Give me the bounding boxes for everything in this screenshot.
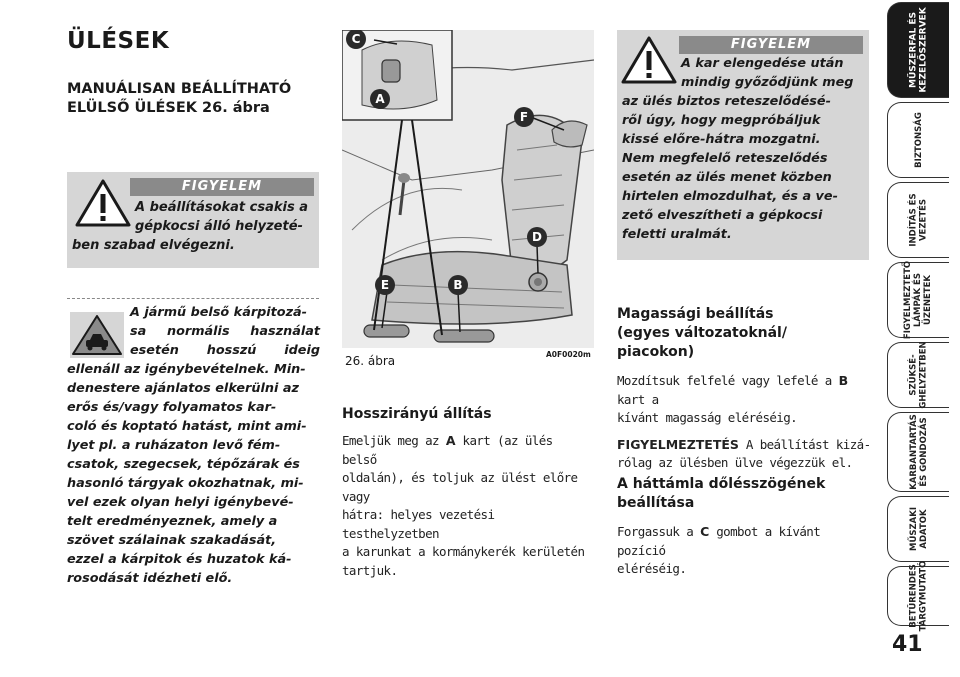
figure-caption: 26. ábra bbox=[345, 354, 396, 368]
body-line: oldalán), és toljuk az ülést előre vagy bbox=[342, 470, 578, 504]
note-line: ellenáll az igénybevételnek. Min- bbox=[67, 362, 306, 377]
heading-line: Magassági beállítás bbox=[617, 306, 774, 322]
seat-drawing bbox=[342, 30, 594, 348]
callout-a: A bbox=[370, 89, 390, 109]
tab-warning-lights[interactable]: FIGYELMEZTETŐ LÁMPÁK ÉS ÜZENETEK bbox=[887, 262, 949, 338]
warning-text-line: A beállításokat csakis a bbox=[135, 200, 309, 215]
warning-text-line: zető elveszítheti a gépkocsi bbox=[622, 208, 823, 223]
warning-box-1 bbox=[67, 172, 319, 268]
page-title: ÜLÉSEK bbox=[67, 28, 170, 54]
warning-text-line: az ülés biztos reteszelődésé- bbox=[622, 94, 831, 109]
note-line: hasonló tárgyak okozhatnak, mi- bbox=[67, 476, 304, 491]
body-line: Mozdítsuk felfelé vagy lefelé a B kart a bbox=[617, 373, 849, 407]
note-line: vel ezek olyan helyi igénybevé- bbox=[67, 495, 294, 510]
note-line: ezzel a kárpitok és huzatok ká- bbox=[67, 552, 292, 567]
body-line: eléréséig. bbox=[617, 561, 687, 576]
warning-text-line: feletti uralmát. bbox=[622, 227, 732, 242]
warning-box-2 bbox=[617, 30, 869, 260]
tab-emergency[interactable]: SZÜKSÉ- GHELYZETBEN bbox=[887, 342, 949, 408]
note-line: szövet szálainak szakadását, bbox=[67, 533, 277, 548]
body-line: Forgassuk a C gombot a kívánt pozíció bbox=[617, 524, 821, 558]
warning-text-line: Nem megfelelő reteszelődés bbox=[622, 151, 828, 166]
body-line: FIGYELMEZTETÉS A beállítást kizá- bbox=[617, 436, 871, 452]
car-upholstery-warning-icon bbox=[70, 312, 124, 358]
body-line: Emeljük meg az A kart (az ülés belső bbox=[342, 433, 553, 467]
warning-text-line: gépkocsi álló helyzeté- bbox=[135, 219, 303, 234]
chapter-sidebar bbox=[887, 0, 949, 677]
note-line: erős és/vagy folyamatos kar- bbox=[67, 400, 277, 415]
heading-line: A háttámla dőlésszögének bbox=[617, 476, 826, 492]
body-line: rólag az ülésben ülve végezzük el. bbox=[617, 455, 853, 470]
heading-line: beállítása bbox=[617, 495, 695, 511]
warning-header: FIGYELEM bbox=[679, 36, 863, 54]
longitudinal-text bbox=[342, 432, 594, 580]
note-line: csatok, szegecsek, tépőzárak és bbox=[67, 457, 300, 472]
body-line: hátra: helyes vezetési testhelyzetben bbox=[342, 507, 495, 541]
note-line: lyet pl. a ruházaton levő fém- bbox=[67, 438, 281, 453]
warning-triangle-icon bbox=[75, 179, 131, 227]
heading-backrest bbox=[617, 475, 825, 513]
note-line: telt eredményeznek, amely a bbox=[67, 514, 278, 529]
backrest-text bbox=[617, 523, 872, 579]
warning-triangle-icon bbox=[621, 36, 677, 84]
callout-b: B bbox=[448, 275, 468, 295]
height-text bbox=[617, 372, 872, 473]
warning-text-line: esetén az ülés menet közben bbox=[622, 170, 832, 185]
body-line: a karunkat a kormánykerék kerületén bbox=[342, 544, 585, 559]
note-divider bbox=[67, 298, 319, 299]
seat-illustration bbox=[342, 30, 594, 348]
note-line: coló és koptató hatást, mint ami- bbox=[67, 419, 307, 434]
heading-longitudinal: Hosszirányú állítás bbox=[342, 406, 492, 422]
callout-d: D bbox=[527, 227, 547, 247]
tab-maintenance[interactable]: KARBANTARTÁS ÉS GONDOZÁS bbox=[887, 412, 949, 492]
body-line: tartjuk. bbox=[342, 562, 398, 578]
body-line: kívánt magasság eléréséig. bbox=[617, 410, 798, 425]
figure-code: A0F0020m bbox=[546, 350, 591, 359]
warning-text-line: mindig győződjünk meg bbox=[681, 75, 854, 90]
heading-line: piacokon) bbox=[617, 344, 695, 360]
tab-starting-driving[interactable]: INDÍTÁS ÉS VEZETÉS bbox=[887, 182, 949, 258]
callout-c: C bbox=[346, 30, 366, 49]
tab-index[interactable]: BETŰRENDES TÁRGYMUTATÓ bbox=[887, 566, 949, 626]
warning-text-line: ben szabad elvégezni. bbox=[72, 238, 235, 253]
tab-safety[interactable]: BIZTONSÁG bbox=[887, 102, 949, 178]
warning-text-line: kissé előre-hátra mozgatni. bbox=[622, 132, 821, 147]
page-number: 41 bbox=[892, 632, 923, 657]
warning-text-line: A kar elengedése után bbox=[681, 56, 844, 71]
callout-e: E bbox=[375, 275, 395, 295]
note-line: A jármű belső kárpitozá- bbox=[130, 305, 307, 320]
callout-f: F bbox=[514, 107, 534, 127]
tab-instruments[interactable]: MŰSZERFAL ÉS KEZELŐSZERVEK bbox=[887, 2, 949, 98]
heading-height bbox=[617, 305, 787, 362]
note-line: rosodását idézheti elő. bbox=[67, 571, 233, 586]
warning-text-line: ről úgy, hogy megpróbáljuk bbox=[622, 113, 821, 128]
note-line: sa normális használat bbox=[130, 324, 320, 339]
section-subtitle: MANUÁLISAN BEÁLLÍTHATÓ ELÜLSŐ ÜLÉSEK 26. ábra bbox=[67, 81, 292, 116]
note-line: denestere ajánlatos elkerülni az bbox=[67, 381, 299, 396]
warning-text-line: hirtelen elmozdulhat, és a ve- bbox=[622, 189, 838, 204]
warning-header: FIGYELEM bbox=[130, 178, 314, 196]
heading-line: (egyes változatoknál/ bbox=[617, 325, 787, 341]
tab-technical-data[interactable]: MŰSZAKI ADATOK bbox=[887, 496, 949, 562]
note-line: esetén hosszú ideig bbox=[130, 343, 320, 358]
